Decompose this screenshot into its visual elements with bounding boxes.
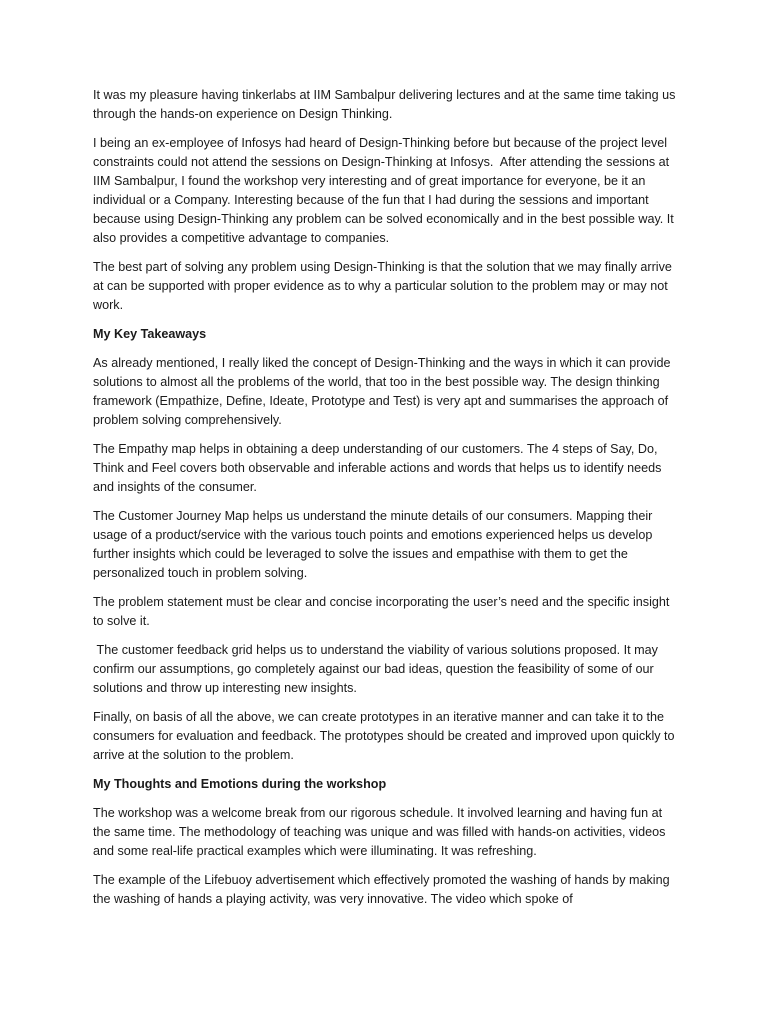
paragraph-customer-journey-map: The Customer Journey Map helps us understand the minute details of our consumers. Mapping their usage of a product/service with the various touch points and emotions experienced helps us develop further insights which could be leveraged to solve the issues and empathise with them to get the personalized touch in problem solving. [93, 509, 656, 580]
paragraph-feedback-grid: The customer feedback grid helps us to understand the viability of various solutions proposed. It may confirm our assumptions, go completely against our bad ideas, question the feasibility of some of our solutions and throw up interesting new insights. [93, 643, 662, 695]
paragraph-framework: As already mentioned, I really liked the concept of Design-Thinking and the ways in which it can provide solutions to almost all the problems of the world, that too in the best possible way. The design thinking framework (Empathize, Define, Ideate, Prototype and Test) is very apt and summarises the approach of problem solving comprehensively. [93, 356, 675, 427]
paragraph-prototypes: Finally, on basis of all the above, we can create prototypes in an iterative manner and can take it to the consumers for evaluation and feedback. The prototypes should be created and improved upon quickly to arrive at the solution to the problem. [93, 710, 679, 762]
heading-key-takeaways: My Key Takeaways [93, 327, 207, 341]
paragraph-lifebuoy-example: The example of the Lifebuoy advertisement which effectively promoted the washing of hands by making the washing of hands a playing activity, was very innovative. The video which spoke of [93, 873, 674, 906]
paragraph-intro: It was my pleasure having tinkerlabs at IIM Sambalpur delivering lectures and at the same time taking us through the hands-on experience on Design Thinking. [93, 88, 679, 121]
paragraph-infosys-background: I being an ex-employee of Infosys had heard of Design-Thinking before but because of the project level constraints could not attend the sessions on Design-Thinking at Infosys. After attending the sessions at IIM Sambalpur, I found the workshop very interesting and of great importance for everyone, be it an individual or a Company. Interesting because of the fun that I had during the sessions and important because using Design-Thinking any problem can be solved economically and in the best possible way. It also provides a competitive advantage to companies. [93, 136, 678, 245]
paragraph-empathy-map: The Empathy map helps in obtaining a deep understanding of our customers. The 4 steps of Say, Do, Think and Feel covers both observable and inferable actions and words that helps us to identify needs and insights of the consumer. [93, 442, 665, 494]
paragraph-problem-statement: The problem statement must be clear and concise incorporating the user’s need and the specific insight to solve it. [93, 595, 673, 628]
paragraph-workshop-break: The workshop was a welcome break from our rigorous schedule. It involved learning and having fun at the same time. The methodology of teaching was unique and was filled with hands-on activities, videos and some real-life practical examples which were illuminating. It was refreshing. [93, 806, 669, 858]
heading-thoughts-emotions: My Thoughts and Emotions during the workshop [93, 777, 387, 791]
paragraph-best-part: The best part of solving any problem using Design-Thinking is that the solution that we may finally arrive at can be supported with proper evidence as to why a particular solution to the problem may or may not work. [93, 260, 676, 312]
document-body [93, 86, 683, 919]
